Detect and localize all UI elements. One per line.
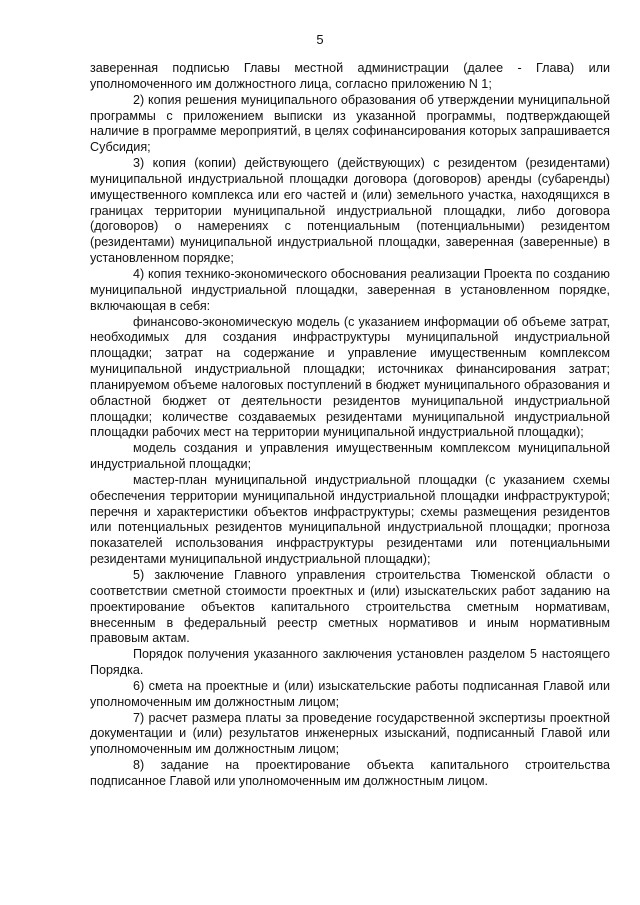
paragraph-item-4: 4) копия технико-экономического обоснования реализации Проекта по созданию муниципальной индустриальной площадки, заверенная в установленном порядке, включающая в себя: [90,266,610,313]
document-body [90,61,610,790]
page-number: 5 [316,32,324,47]
paragraph-conclusion-procedure: Порядок получения указанного заключения установлен разделом 5 настоящего Порядка. [90,647,610,678]
paragraph-master-plan: мастер-план муниципальной индустриальной площадки (с указанием схемы обеспечения территории муниципальной индустриальной площадки инфраструктурой; перечня и характеристики объектов инфраструктуры; схемы размещения резидентов или потенциальных резидентов муниципальной индустриальной площадки; прогноза показателей использования инфраструктуры резидентами или потенциальными резидентами муниципальной индустриальной площадки); [90,472,610,567]
paragraph-item-8: 8) задание на проектирование объекта капитального строительства подписанное Главой или уполномоченным им должностным лицом. [90,758,610,788]
paragraph-item-2: 2) копия решения муниципального образования об утверждении муниципальной программы с приложением выписки из указанной программы, подтверждающей наличие в программе мероприятий, в целях софинансирования которых запрашивается Субсидия; [90,92,610,155]
paragraph-continuation: заверенная подписью Главы местной администрации (далее - Глава) или уполномоченного им должностного лица, согласно приложению N 1; [90,61,610,91]
paragraph-item-7: 7) расчет размера платы за проведение государственной экспертизы проектной документации и (или) результатов инженерных изысканий, подписанный Главой или уполномоченным им должностным лицом; [90,710,610,757]
paragraph-item-3: 3) копия (копии) действующего (действующих) с резидентом (резидентами) муниципальной индустриальной площадки договора (договоров) аренды (субаренды) имущественного комплекса или его частей и (или) земельного участка, находящихся в границах территории муниципальной индустриальной площадки, либо договора (договоров) о намерениях с потенциальным (потенциальными) резидентом (резидентами) муниципальной индустриальной площадки, заверенная (заверенные) в установленном порядке; [90,156,610,266]
paragraph-financial-model: финансово-экономическую модель (с указанием информации об объеме затрат, необходимых для создания инфраструктуры муниципальной индустриальной площадки; затрат на содержание и управление имущественным комплексом муниципальной индустриальной площадки; источниках финансирования затрат; планируемом объеме налоговых поступлений в бюджет муниципального образования и областной бюджет от деятельности резидентов муниципальной индустриальной площадки; количестве создаваемых резидентами муниципальной индустриальной площадки рабочих мест на территории муниципальной индустриальной площадки); [90,314,610,440]
paragraph-item-5: 5) заключение Главного управления строительства Тюменской области о соответствии сметной стоимости проектных и (или) изыскательских работ заданию на проектирование объектов капитального строительства сметным нормативам, внесенным в федеральный реестр сметных нормативов и иным нормативным правовым актам. [90,568,610,646]
paragraph-item-6: 6) смета на проектные и (или) изыскательские работы подписанная Главой или уполномоченным им должностным лицом; [90,678,610,709]
paragraph-management-model: модель создания и управления имущественным комплексом муниципальной индустриальной площадки; [90,441,610,472]
